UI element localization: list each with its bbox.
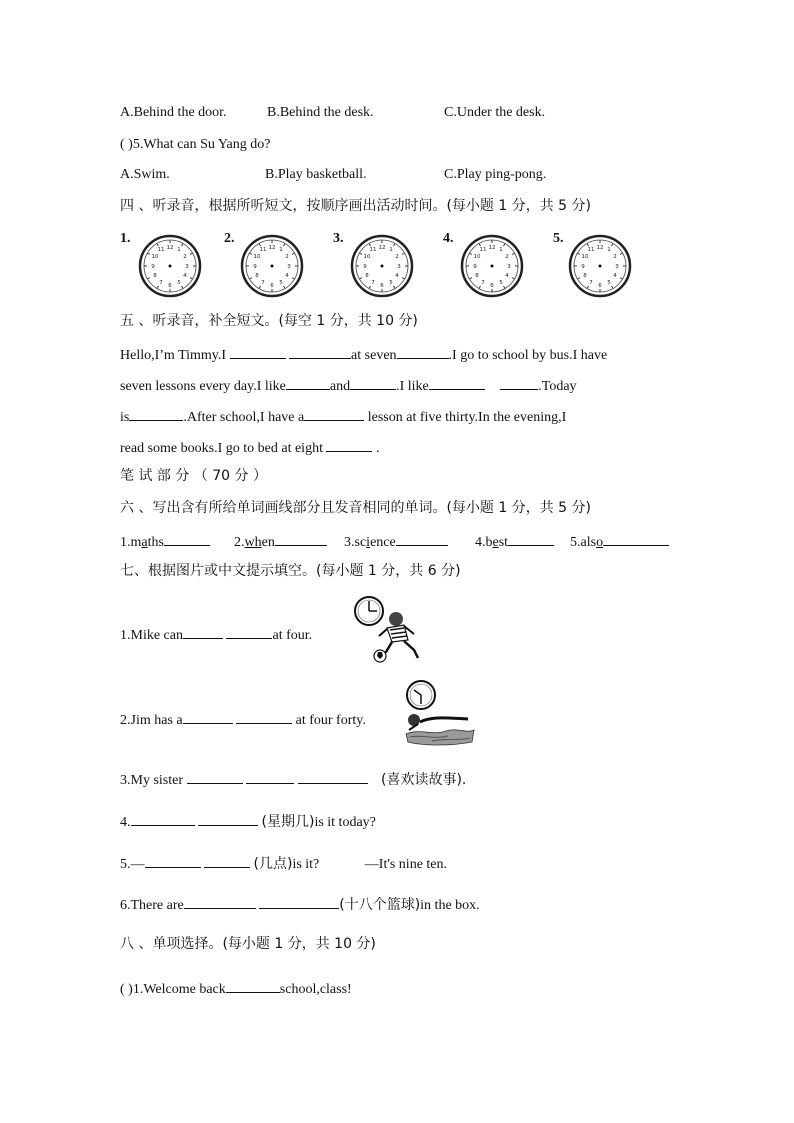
answer-blank[interactable] [198,811,258,826]
fill-item-2: 2.Jim has a at four forty. [120,709,366,730]
section8-title: 八 、单项选择。(每小题 1 分，共 10 分) [120,936,376,952]
answer-blank[interactable] [259,894,339,909]
question-text: 5.What can Su Yang do? [132,137,271,152]
answer-blank[interactable] [230,344,286,359]
clock-face-icon[interactable] [240,234,304,298]
fill-item-5: 5.— (几点)is it? —It's nine ten. [120,853,447,874]
phonics-item: 5.also [570,531,669,552]
phonics-item: 4.best [475,531,554,552]
section5-title: 五 、听录音，补全短文。(每空 1 分，共 10 分) [120,313,418,329]
answer-blank[interactable] [603,531,669,546]
boy-swimming-picture [402,678,476,748]
option-c: C.Play ping-pong. [444,167,547,182]
passage-line-1 [120,344,607,365]
answer-blank[interactable] [275,531,327,546]
answer-blank[interactable] [246,769,294,784]
passage-text: Hello,I’m Timmy.I [120,348,227,363]
boy-playing-football-picture [352,594,426,666]
answer-blank[interactable] [204,853,250,868]
clock-number: 1. [120,231,131,246]
passage-text: seven lessons every day.I like [120,379,286,394]
phonics-item: 1.maths [120,531,210,552]
phonics-item: 3.science [344,531,448,552]
answer-blank[interactable] [131,811,195,826]
answer-blank[interactable] [397,344,449,359]
passage-line-3 [120,406,566,427]
option-b: B.Play basketball. [265,167,367,182]
answer-blank[interactable] [129,406,183,421]
passage-text: and [329,379,351,394]
fill-item-3: 3.My sister (喜欢读故事). [120,769,466,790]
answer-blank[interactable] [289,344,351,359]
clock-face-icon[interactable] [138,234,202,298]
passage-line-4 [120,437,379,458]
answer-blank[interactable] [184,894,256,909]
answer-blank[interactable] [183,709,233,724]
fill-item-4: 4. (星期几)is it today? [120,811,376,832]
answer-blank[interactable] [500,375,538,390]
passage-text: read some books.I go to bed at eight [120,441,323,456]
question-5 [120,136,270,154]
answer-paren: ( ) [120,137,133,152]
answer-blank[interactable] [304,406,364,421]
passage-text: .I go to school by bus.I have [448,348,608,363]
fill-item-6: 6.There are (十八个篮球)in the box. [120,894,480,915]
clock-face-icon[interactable] [460,234,524,298]
option-b: B.Behind the desk. [267,105,374,120]
answer-blank[interactable] [183,624,223,639]
answer-blank[interactable] [326,437,372,452]
section7-title: 七、根据图片或中文提示填空。(每小题 1 分，共 6 分) [120,563,461,579]
choice-question-1: ( )1.Welcome back school,class! [120,978,352,999]
passage-line-2 [120,375,577,396]
answer-blank[interactable] [396,531,448,546]
answer-blank[interactable] [236,709,292,724]
answer-blank[interactable] [187,769,243,784]
answer-blank[interactable] [286,375,330,390]
passage-text: lesson at five thirty.In the evening,I [367,410,567,425]
clock-number: 3. [333,231,344,246]
section6-title: 六 、写出含有所给单词画线部分且发音相同的单词。(每小题 1 分，共 5 分) [120,500,591,516]
clock-number: 4. [443,231,454,246]
answer-blank[interactable] [508,531,554,546]
passage-text: .Today [538,379,577,394]
phonics-item: 2.when [234,531,327,552]
fill-item-1: 1.Mike can at four. [120,624,312,645]
clock-face-icon[interactable] [568,234,632,298]
option-a: A.Behind the door. [120,105,227,120]
answer-blank[interactable] [145,853,201,868]
answer-blank[interactable] [226,978,280,993]
answer-blank[interactable] [226,624,272,639]
passage-text: is [120,410,130,425]
option-c: C.Under the desk. [444,105,546,120]
passage-text: .After school,I have a [183,410,305,425]
option-a: A.Swim. [120,167,170,182]
passage-text: at seven [351,348,397,363]
clock-face-icon[interactable] [350,234,414,298]
passage-text: . [375,441,380,456]
passage-text: .I like [396,379,429,394]
answer-blank[interactable] [298,769,368,784]
clock-number: 2. [224,231,235,246]
section4-title: 四 、听录音，根据所听短文，按顺序画出活动时间。(每小题 1 分，共 5 分) [120,198,591,214]
written-part-heading: 笔 试 部 分 （ 70 分 ） [120,468,267,484]
answer-blank[interactable] [350,375,396,390]
answer-paren[interactable]: ( ) [120,982,133,997]
clock-number: 5. [553,231,564,246]
answer-blank[interactable] [429,375,485,390]
answer-blank[interactable] [164,531,210,546]
